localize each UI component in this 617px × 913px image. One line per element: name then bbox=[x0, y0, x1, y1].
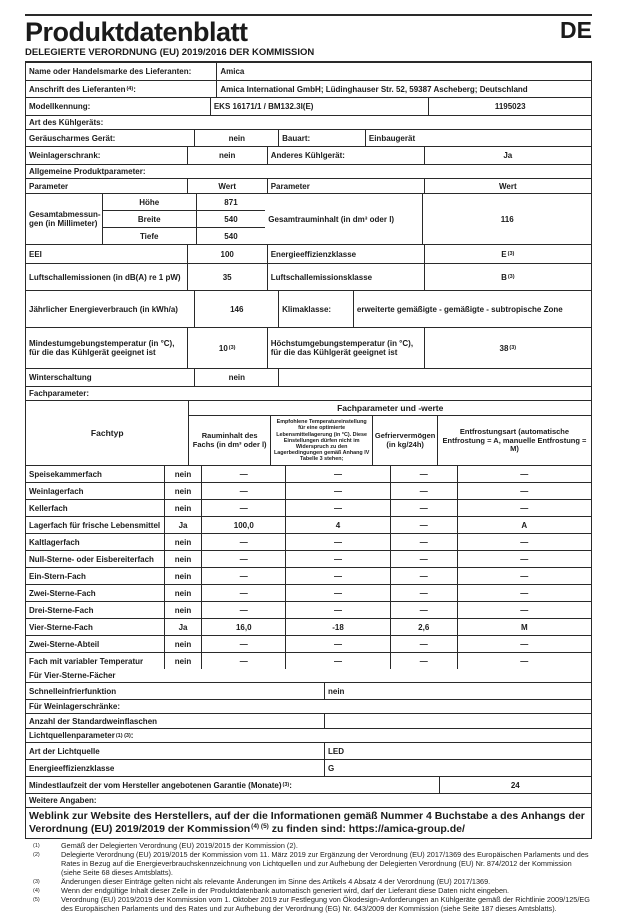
winter-setting-label: Winterschaltung bbox=[29, 373, 92, 383]
min-temp-value: 10 (3) bbox=[187, 328, 267, 368]
compartment-freeze-capacity: — bbox=[390, 551, 457, 567]
footnote-ref: (4) (5) bbox=[251, 822, 269, 830]
compartment-present: nein bbox=[164, 602, 202, 618]
footnote-marker: (2) bbox=[33, 852, 40, 859]
footnote-marker: (1) bbox=[33, 843, 40, 850]
weblink-cell bbox=[26, 808, 591, 838]
compartment-defrost-type: — bbox=[457, 602, 591, 618]
climate-class-label: Klimaklasse: bbox=[278, 291, 353, 327]
compartment-row bbox=[26, 653, 591, 669]
masthead bbox=[25, 14, 592, 58]
row-model-id bbox=[26, 98, 591, 116]
wine-bottles-label: Anzahl der Standardweinflaschen bbox=[29, 716, 158, 726]
compartment-volume: — bbox=[201, 585, 285, 601]
compartment-volume: — bbox=[201, 602, 285, 618]
fast-freeze-label: Schnelleinfrierfunktion bbox=[29, 686, 117, 696]
compartment-volume: — bbox=[201, 568, 285, 584]
noise-class-value: B (3) bbox=[424, 264, 591, 290]
noise-value: 35 bbox=[187, 264, 267, 290]
compartment-present: nein bbox=[164, 568, 202, 584]
compartment-group-header: Fachparameter und -werte bbox=[189, 401, 591, 416]
compartment-defrost-type: A bbox=[457, 517, 591, 533]
row-ambient-temperature bbox=[26, 328, 591, 369]
compartment-name: Speisekammerfach bbox=[29, 469, 102, 479]
low-noise-value: nein bbox=[194, 130, 278, 146]
other-appliance-label: Anderes Kühlgerät: bbox=[267, 147, 424, 164]
compartment-volume: 16,0 bbox=[201, 619, 285, 635]
compartment-defrost-type: — bbox=[457, 585, 591, 601]
row-noise bbox=[26, 264, 591, 291]
compartment-freeze-capacity: — bbox=[390, 636, 457, 652]
section-compartment-title: Fachparameter: bbox=[29, 389, 90, 399]
footnote-text: Gemäß der Delegierten Verordnung (EU) 2019/2015 der Kommission (2). bbox=[61, 841, 298, 851]
supplier-address-value: Amica International GmbH; Lüdinghauser Str. 52, 59387 Ascheberg; Deutschland bbox=[216, 81, 591, 97]
section-type-title: Art des Kühlgeräts: bbox=[29, 118, 104, 128]
section-additional-header bbox=[26, 794, 591, 808]
supplier-name-value: Amica bbox=[216, 63, 591, 80]
compartment-temp: — bbox=[285, 551, 390, 567]
compartment-freeze-capacity: — bbox=[390, 585, 457, 601]
compartment-temp: — bbox=[285, 534, 390, 550]
compartment-present: nein bbox=[164, 636, 202, 652]
noise-class-label: Luftschallemissionsklasse bbox=[267, 264, 424, 290]
col-parameter-left: Parameter bbox=[29, 181, 69, 191]
row-winter-setting bbox=[26, 369, 591, 387]
compartment-present: nein bbox=[164, 653, 202, 669]
compartment-volume: — bbox=[201, 636, 285, 652]
compartment-freeze-capacity: — bbox=[390, 466, 457, 482]
energy-class-label: Energieeffizienzklasse bbox=[267, 245, 424, 263]
compartment-freeze-capacity: — bbox=[390, 568, 457, 584]
compartment-volume: — bbox=[201, 653, 285, 669]
compartment-volume: — bbox=[201, 466, 285, 482]
section-wine-title: Für Weinlagerschränke: bbox=[29, 702, 120, 712]
energy-class-value: E (3) bbox=[424, 245, 591, 263]
climate-class-value: erweiterte gemäßigte - gemäßigte - subtropische Zone bbox=[353, 291, 591, 327]
section-compartment-header bbox=[26, 387, 591, 401]
dimension-row bbox=[103, 211, 266, 228]
energy-consumption-label: Jährlicher Energieverbrauch (in kWh/a) bbox=[29, 304, 178, 314]
compartment-present: nein bbox=[164, 466, 202, 482]
wine-cabinet-value: nein bbox=[187, 147, 267, 164]
compartment-name: Fach mit variabler Temperatur bbox=[29, 656, 144, 666]
col-defrost-header: Entfrostungsart (automatische Entfrostung = A, manuelle Entfrostung = M) bbox=[437, 416, 591, 465]
max-temp-value: 38 (3) bbox=[424, 328, 591, 368]
model-id-value: EKS 16171/1 / BM132.3I(E) bbox=[210, 98, 428, 115]
section-wine-header bbox=[26, 700, 591, 714]
row-supplier-name bbox=[26, 63, 591, 81]
section-general-title: Allgemeine Produktparameter: bbox=[29, 167, 146, 177]
low-noise-label: Geräuscharmes Gerät: bbox=[29, 133, 116, 143]
supplier-address-label: Anschrift des Lieferanten (4) : bbox=[29, 84, 136, 94]
compartment-temp: 4 bbox=[285, 517, 390, 533]
col-volume-header: Rauminhalt des Fachs (in dm³ oder l) bbox=[192, 431, 267, 449]
compartment-row bbox=[26, 500, 591, 517]
compartment-row bbox=[26, 568, 591, 585]
datasheet-table bbox=[25, 61, 592, 839]
compartment-defrost-type: — bbox=[457, 653, 591, 669]
row-low-noise bbox=[26, 130, 591, 147]
compartment-name: Zwei-Sterne-Fach bbox=[29, 588, 96, 598]
fast-freeze-value: nein bbox=[324, 683, 591, 699]
compartment-defrost-type: — bbox=[457, 466, 591, 482]
energy-consumption-value: 146 bbox=[194, 291, 278, 327]
section-type-header bbox=[26, 116, 591, 130]
compartment-name: Lagerfach für frische Lebensmittel bbox=[29, 520, 161, 530]
row-fast-freeze bbox=[26, 683, 591, 700]
section-four-star-title: Für Vier-Sterne-Fächer bbox=[29, 671, 116, 681]
compartment-name: Drei-Sterne-Fach bbox=[29, 605, 94, 615]
row-warranty bbox=[26, 777, 591, 794]
compartment-freeze-capacity: — bbox=[390, 653, 457, 669]
compartment-defrost-type: M bbox=[457, 619, 591, 635]
compartment-present: nein bbox=[164, 551, 202, 567]
compartment-present: Ja bbox=[164, 517, 202, 533]
eei-label: EEI bbox=[29, 249, 42, 259]
dimension-name: Tiefe bbox=[139, 231, 159, 241]
row-energy-consumption bbox=[26, 291, 591, 328]
row-wine-cabinet bbox=[26, 147, 591, 165]
footnote-text: Änderungen dieser Einträge gelten nicht als relevante Änderungen im Sinne des Artikels 4 Absatz 4 der Verordnung (EU) 2017/1369. bbox=[61, 876, 491, 886]
supplier-name-label: Name oder Handelsmarke des Lieferanten: bbox=[29, 67, 192, 77]
footnote bbox=[25, 851, 592, 878]
compartment-name: Vier-Sterne-Fach bbox=[29, 622, 93, 632]
compartment-defrost-type: — bbox=[457, 636, 591, 652]
model-id-label: Modellkennung: bbox=[29, 102, 91, 112]
compartment-present: nein bbox=[164, 534, 202, 550]
light-class-value: G bbox=[324, 760, 591, 776]
compartment-table-header bbox=[26, 401, 591, 466]
section-additional-title: Weitere Angaben: bbox=[29, 796, 97, 806]
compartment-volume: 100,0 bbox=[201, 517, 285, 533]
col-temp-header: Empfohlene Temperatureinstellung für eine optimierte Lebensmittellagerung (in °C). Diese Einstellungen dürfen nicht im Widerspruch zu den Lagerbedingungen gemäß Anhang IV Tabelle 3 stehen; bbox=[270, 416, 372, 465]
col-freeze-header: Gefriervermögen (in kg/24h) bbox=[372, 416, 437, 465]
compartment-temp: — bbox=[285, 585, 390, 601]
compartment-freeze-capacity: — bbox=[390, 500, 457, 516]
compartment-temp: — bbox=[285, 500, 390, 516]
footnote-text: Wenn der endgültige Inhalt dieser Zelle in der Produktdatenbank automatisch generiert wird, darf der Lieferant diese Daten nicht eingeben. bbox=[61, 885, 510, 895]
compartment-present: Ja bbox=[164, 619, 202, 635]
model-number: 1195023 bbox=[428, 98, 591, 115]
weblink-text-mid: zu finden sind: bbox=[268, 823, 349, 836]
compartment-defrost-type: — bbox=[457, 551, 591, 567]
row-param-headers bbox=[26, 179, 591, 194]
section-general-header bbox=[26, 165, 591, 179]
compartment-name: Kellerfach bbox=[29, 503, 68, 513]
footnote-text: Delegierte Verordnung (EU) 2019/2015 der Kommission vom 11. März 2019 zur Ergänzung der Verordnung (EU) 2017/1369 des Europäischen Parlaments und des Rates in Bezug auf die Energieverbrauchskennzeichnung von Lichtquellen und zur Aufhebung der Delegierten Verordnung (EU) Nr. 874/2012 der Kommission (siehe Seite 68 dieses Amtsblatts). bbox=[61, 850, 589, 878]
compartment-row bbox=[26, 619, 591, 636]
compartment-volume: — bbox=[201, 500, 285, 516]
footnote bbox=[25, 887, 592, 896]
compartment-row bbox=[26, 551, 591, 568]
compartment-row bbox=[26, 602, 591, 619]
compartment-defrost-type: — bbox=[457, 568, 591, 584]
compartment-defrost-type: — bbox=[457, 483, 591, 499]
light-class-label: Energieeffizienzklasse bbox=[29, 763, 115, 773]
eei-value: 100 bbox=[187, 245, 267, 263]
compartment-name: Null-Sterne- oder Eisbereiterfach bbox=[29, 554, 154, 564]
light-source-value: LED bbox=[324, 743, 591, 759]
compartment-name: Zwei-Sterne-Abteil bbox=[29, 639, 100, 649]
compartment-temp: — bbox=[285, 483, 390, 499]
wine-cabinet-label: Weinlagerschrank: bbox=[29, 151, 101, 161]
compartment-freeze-capacity: — bbox=[390, 517, 457, 533]
compartment-temp: — bbox=[285, 466, 390, 482]
compartment-present: nein bbox=[164, 483, 202, 499]
regulation-subtitle: DELEGIERTE VERORDNUNG (EU) 2019/2016 DER KOMMISSION bbox=[25, 47, 315, 59]
row-wine-bottles bbox=[26, 714, 591, 729]
dimensions-grid bbox=[102, 194, 266, 244]
other-appliance-value: Ja bbox=[424, 147, 591, 164]
dimensions-label: Gesamtabmessungen (in Millimeter) bbox=[29, 209, 101, 229]
compartment-rows bbox=[26, 466, 591, 669]
footnote-text: Verordnung (EU) 2019/2019 der Kommission vom 1. Oktober 2019 zur Festlegung von Ökodesign-Anforderungen an Kühlgeräte gemäß der Richtlinie 2009/125/EG des Europäischen Parlaments und des Rates und zur Aufhebung der Verordnung (EG) Nr. 643/2009 der Kommission (siehe Seite 187 dieses Amtsblatts). bbox=[61, 894, 590, 913]
dimension-row bbox=[103, 228, 266, 244]
manufacturer-weblink[interactable]: https://amica-group.de/ bbox=[348, 823, 465, 836]
compartment-name: Weinlagerfach bbox=[29, 486, 84, 496]
compartment-freeze-capacity: — bbox=[390, 602, 457, 618]
weblink-text: Weblink zur Website des Herstellers, auf der die Informationen gemäß Nummer 4 Buchstabe a des Anhangs der Verordnung (EU) 2019/2019 der Kommission bbox=[29, 810, 585, 836]
compartment-row bbox=[26, 585, 591, 602]
section-light-title: Lichtquellenparameter (1) (3) : bbox=[29, 731, 134, 741]
compartment-defrost-type: — bbox=[457, 500, 591, 516]
compartment-defrost-type: — bbox=[457, 534, 591, 550]
row-light-class bbox=[26, 760, 591, 777]
footnote-marker: (4) bbox=[33, 887, 40, 894]
compartment-values-header bbox=[188, 401, 591, 465]
warranty-label: Mindestlaufzeit der vom Hersteller angebotenen Garantie (Monate) (3) : bbox=[29, 780, 292, 790]
compartment-temp: — bbox=[285, 636, 390, 652]
compartment-name: Kaltlagerfach bbox=[29, 537, 80, 547]
dimension-name: Breite bbox=[137, 214, 161, 224]
total-volume-label: Gesamtrauminhalt (in dm³ oder l) bbox=[268, 214, 395, 224]
min-temp-label: Mindestumgebungstemperatur (in °C), für die das Kühlgerät geeignet ist bbox=[29, 338, 175, 358]
compartment-row bbox=[26, 466, 591, 483]
footnote-marker: (3) bbox=[33, 878, 40, 885]
compartment-name: Ein-Stern-Fach bbox=[29, 571, 86, 581]
section-light-header bbox=[26, 729, 591, 743]
row-weblink bbox=[26, 808, 591, 838]
compartment-volume: — bbox=[201, 534, 285, 550]
compartment-volume: — bbox=[201, 551, 285, 567]
dimension-value: 540 bbox=[196, 211, 266, 227]
compartment-row bbox=[26, 517, 591, 534]
col-parameter-right: Parameter bbox=[267, 179, 424, 193]
compartment-row bbox=[26, 483, 591, 500]
row-eei bbox=[26, 245, 591, 264]
compartment-freeze-capacity: 2,6 bbox=[390, 619, 457, 635]
noise-label: Luftschallemissionen (in dB(A) re 1 pW) bbox=[29, 272, 181, 282]
compartment-temp: — bbox=[285, 602, 390, 618]
col-value-right: Wert bbox=[424, 179, 591, 193]
light-source-label: Art der Lichtquelle bbox=[29, 746, 100, 756]
footnotes bbox=[25, 842, 592, 913]
design-value: Einbaugerät bbox=[365, 130, 591, 146]
row-supplier-address bbox=[26, 81, 591, 98]
compartment-temp: — bbox=[285, 568, 390, 584]
compartment-present: nein bbox=[164, 500, 202, 516]
compartment-temp: — bbox=[285, 653, 390, 669]
dimension-name: Höhe bbox=[139, 197, 160, 207]
compartment-temp: -18 bbox=[285, 619, 390, 635]
col-value-left: Wert bbox=[187, 179, 267, 193]
wine-bottles-value bbox=[324, 714, 591, 728]
dimension-row bbox=[103, 194, 266, 211]
total-volume-value: 116 bbox=[422, 194, 591, 244]
footnote-marker: (5) bbox=[33, 896, 40, 903]
language-badge: DE bbox=[560, 17, 592, 43]
row-light-source bbox=[26, 743, 591, 760]
row-dimensions bbox=[26, 194, 591, 245]
footnote bbox=[25, 896, 592, 913]
compartment-row bbox=[26, 636, 591, 653]
section-four-star-header bbox=[26, 669, 591, 683]
winter-setting-value: nein bbox=[194, 369, 278, 386]
footnote bbox=[25, 878, 592, 887]
compartment-freeze-capacity: — bbox=[390, 534, 457, 550]
compartment-volume: — bbox=[201, 483, 285, 499]
compartment-row bbox=[26, 534, 591, 551]
design-label: Bauart: bbox=[278, 130, 365, 146]
compartment-freeze-capacity: — bbox=[390, 483, 457, 499]
compartment-type-col-header: Fachtyp bbox=[90, 428, 124, 439]
dimension-value: 871 bbox=[196, 194, 266, 210]
compartment-present: nein bbox=[164, 585, 202, 601]
max-temp-label: Höchstumgebungstemperatur (in °C), für die das Kühlgerät geeignet ist bbox=[267, 328, 424, 368]
dimension-value: 540 bbox=[196, 228, 266, 244]
winter-setting-empty-cell bbox=[278, 369, 591, 386]
page-title: Produktdatenblatt bbox=[25, 17, 248, 47]
warranty-value: 24 bbox=[439, 777, 591, 793]
